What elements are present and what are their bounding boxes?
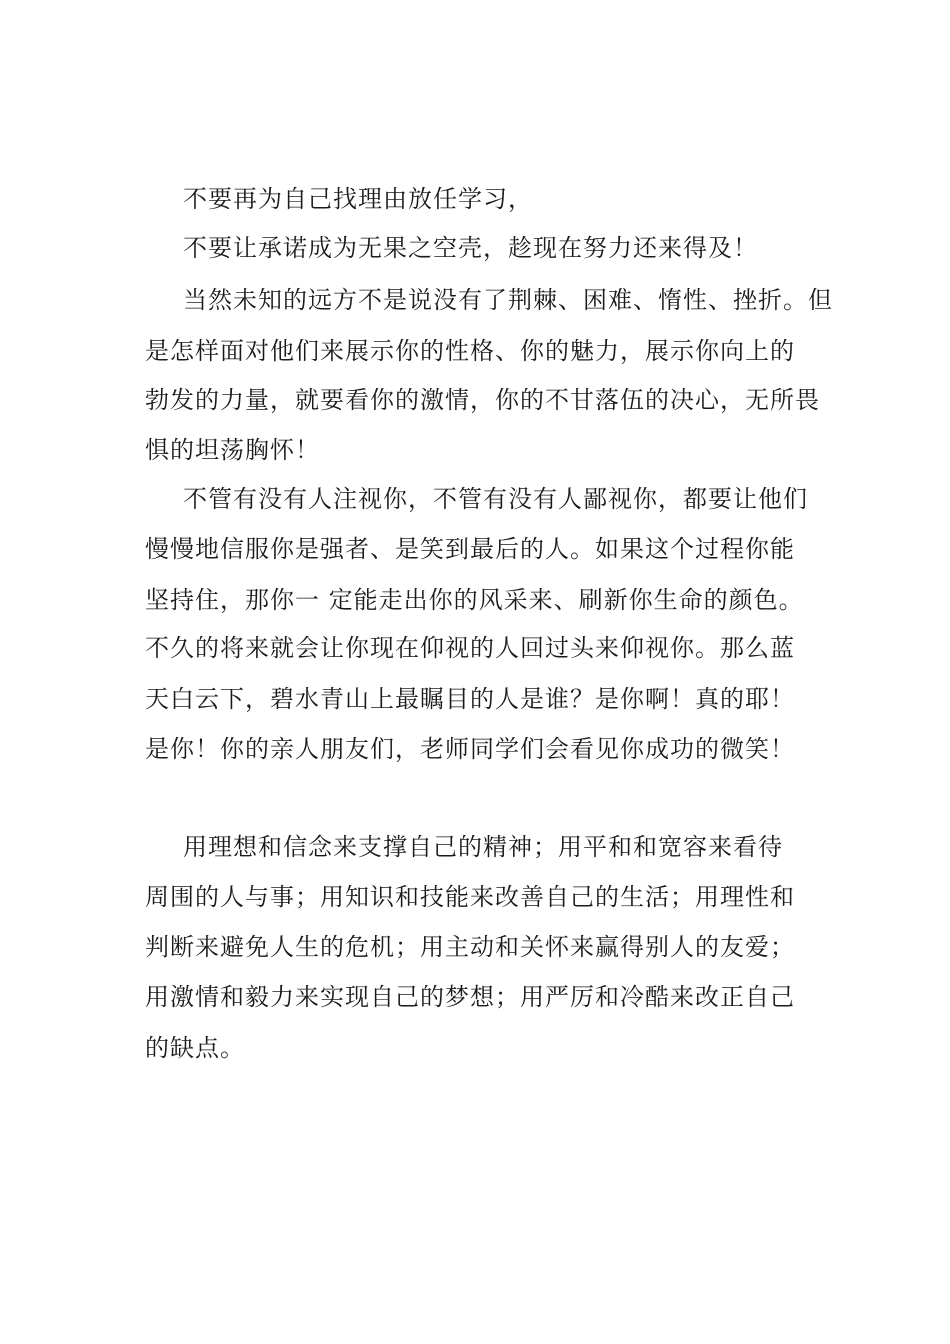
paragraph-line: 天白云下，碧水青山上最瞩目的人是谁？是你啊！真的耶！ (145, 685, 795, 713)
paragraph-line: 是怎样面对他们来展示你的性格、你的魅力，展示你向上的 (145, 337, 795, 365)
paragraph-line: 慢慢地信服你是强者、是笑到最后的人。如果这个过程你能 (145, 535, 795, 563)
paragraph-line: 不要让承诺成为无果之空壳，趁现在努力还来得及！ (183, 234, 758, 262)
paragraph-line: 坚持住，那你一 定能走出你的风采来、刷新你生命的颜色。 (145, 586, 804, 614)
paragraph-line: 当然未知的远方不是说没有了荆棘、困难、惰性、挫折。但 (183, 286, 833, 314)
paragraph-line: 用理想和信念来支撑自己的精神；用平和和宽容来看待 (183, 833, 783, 861)
paragraph-line: 周围的人与事；用知识和技能来改善自己的生活；用理性和 (145, 883, 795, 911)
paragraph-line: 不要再为自己找理由放任学习， (183, 185, 533, 213)
paragraph-line: 勃发的力量，就要看你的激情，你的不甘落伍的决心，无所畏 (145, 386, 820, 414)
paragraph-line: 不久的将来就会让你现在仰视的人回过头来仰视你。那么蓝 (145, 634, 795, 662)
paragraph-line: 用激情和毅力来实现自己的梦想；用严厉和冷酷来改正自己 (145, 983, 795, 1011)
paragraph-line: 判断来避免人生的危机；用主动和关怀来赢得别人的友爱； (145, 933, 795, 961)
paragraph-line: 是你！你的亲人朋友们，老师同学们会看见你成功的微笑！ (145, 735, 795, 763)
paragraph-line: 惧的坦荡胸怀！ (145, 436, 320, 464)
paragraph-line: 的缺点。 (145, 1034, 245, 1062)
paragraph-line: 不管有没有人注视你，不管有没有人鄙视你，都要让他们 (183, 485, 808, 513)
